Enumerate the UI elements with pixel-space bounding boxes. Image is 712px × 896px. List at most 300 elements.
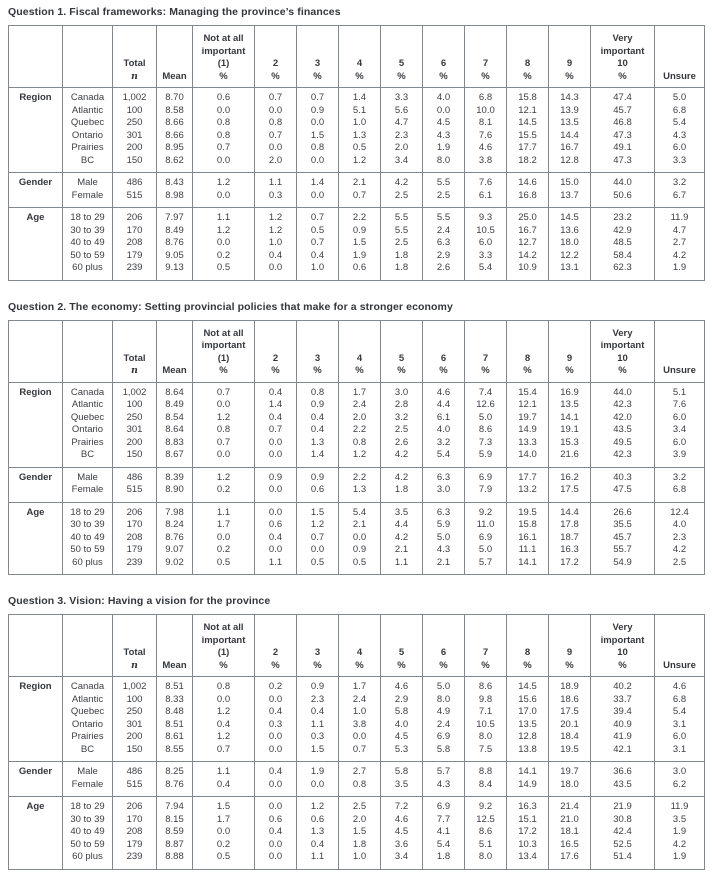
cell-pct-10: 45.7: [591, 532, 655, 545]
table-row: [9, 467, 705, 484]
cell-pct-7: 12.6: [465, 399, 507, 412]
cell-pct-2: 0.0: [255, 797, 297, 814]
cell-pct-10: 62.3: [591, 262, 655, 280]
cell-pct-4: 1.8: [339, 839, 381, 852]
col-header-total-n: Total n: [113, 26, 157, 88]
cell-pct-10: 50.6: [591, 190, 655, 208]
cell-pct-6: 4.0: [423, 88, 465, 105]
table-row: [9, 557, 705, 575]
cell-pct-10: 52.5: [591, 839, 655, 852]
group-label: Age: [9, 797, 63, 870]
cell-pct-9: 17.8: [549, 519, 591, 532]
cell-pct-6: 5.4: [423, 449, 465, 467]
cell-pct-9: 17.5: [549, 484, 591, 502]
cell-pct-3: 0.7: [297, 532, 339, 545]
cell-pct-5: 2.5: [381, 237, 423, 250]
table-row: [9, 208, 705, 225]
cell-pct-7: 9.2: [465, 502, 507, 519]
cell-pct-5: 5.6: [381, 105, 423, 118]
col-header-very-important: Very important 10 %: [591, 615, 655, 677]
table-row: [9, 706, 705, 719]
cell-pct-7: 4.6: [465, 142, 507, 155]
row-label: BC: [63, 449, 113, 467]
cell-pct-5: 3.4: [381, 155, 423, 173]
cell-pct-10: 43.5: [591, 779, 655, 797]
cell-total-n: 170: [113, 814, 157, 827]
cell-pct-10: 47.4: [591, 88, 655, 105]
cell-pct-2: 0.0: [255, 449, 297, 467]
cell-pct-4: 2.2: [339, 424, 381, 437]
cell-pct-9: 15.3: [549, 437, 591, 450]
cell-pct-7: 5.0: [465, 412, 507, 425]
cell-pct-1: 0.0: [193, 826, 255, 839]
cell-total-n: 100: [113, 399, 157, 412]
cell-pct-3: 1.4: [297, 449, 339, 467]
cell-pct-9: 13.1: [549, 262, 591, 280]
cell-mean: 8.43: [157, 173, 193, 190]
cell-pct-8: 12.8: [507, 731, 549, 744]
cell-mean: 8.64: [157, 382, 193, 399]
cell-pct-4: 1.0: [339, 706, 381, 719]
cell-pct-7: 10.0: [465, 105, 507, 118]
col-header-point-3: 3 %: [297, 320, 339, 382]
group-label: Gender: [9, 173, 63, 208]
cell-pct-4: 0.8: [339, 779, 381, 797]
cell-pct-8: 14.9: [507, 424, 549, 437]
col-header-row-label: [63, 26, 113, 88]
cell-pct-9: 13.7: [549, 190, 591, 208]
cell-pct-10: 55.7: [591, 544, 655, 557]
cell-pct-5: 1.8: [381, 262, 423, 280]
cell-pct-4: 3.8: [339, 719, 381, 732]
cell-pct-8: 14.1: [507, 762, 549, 779]
col-header-group: [9, 320, 63, 382]
col-header-total-n: Total n: [113, 615, 157, 677]
cell-mean: 8.83: [157, 437, 193, 450]
row-label: Female: [63, 190, 113, 208]
cell-unsure: 3.1: [655, 719, 705, 732]
cell-pct-10: 48.5: [591, 237, 655, 250]
cell-pct-1: 0.5: [193, 851, 255, 869]
table-row: [9, 826, 705, 839]
cell-pct-8: 14.5: [507, 117, 549, 130]
cell-pct-3: 0.3: [297, 731, 339, 744]
cell-pct-5: 3.2: [381, 412, 423, 425]
cell-pct-5: 1.8: [381, 484, 423, 502]
cell-total-n: 515: [113, 190, 157, 208]
cell-pct-4: 2.4: [339, 399, 381, 412]
cell-mean: 8.90: [157, 484, 193, 502]
cell-pct-1: 0.0: [193, 105, 255, 118]
cell-unsure: 1.9: [655, 826, 705, 839]
group-label: Age: [9, 208, 63, 281]
cell-pct-3: 0.0: [297, 544, 339, 557]
cell-pct-2: 1.1: [255, 173, 297, 190]
cell-pct-2: 0.0: [255, 839, 297, 852]
cell-pct-6: 2.4: [423, 719, 465, 732]
col-header-point-5: 5 %: [381, 320, 423, 382]
cell-pct-2: 0.0: [255, 694, 297, 707]
row-label: Ontario: [63, 719, 113, 732]
row-label: Ontario: [63, 424, 113, 437]
row-label: 18 to 29: [63, 797, 113, 814]
cell-pct-8: 14.1: [507, 557, 549, 575]
cell-pct-6: 4.3: [423, 779, 465, 797]
cell-mean: 9.05: [157, 250, 193, 263]
table-row: [9, 731, 705, 744]
cell-pct-10: 58.4: [591, 250, 655, 263]
cell-mean: 8.64: [157, 424, 193, 437]
row-label: 30 to 39: [63, 519, 113, 532]
cell-pct-5: 5.5: [381, 208, 423, 225]
cell-pct-9: 18.0: [549, 779, 591, 797]
group-age: [9, 797, 705, 870]
cell-pct-6: 4.3: [423, 130, 465, 143]
table-row: [9, 532, 705, 545]
cell-pct-4: 2.2: [339, 208, 381, 225]
cell-pct-8: 14.2: [507, 250, 549, 263]
cell-pct-9: 21.4: [549, 797, 591, 814]
group-label: Gender: [9, 467, 63, 502]
cell-total-n: 200: [113, 731, 157, 744]
cell-unsure: 4.2: [655, 250, 705, 263]
cell-pct-8: 10.3: [507, 839, 549, 852]
row-label: Atlantic: [63, 399, 113, 412]
cell-pct-10: 36.6: [591, 762, 655, 779]
cell-unsure: 4.3: [655, 130, 705, 143]
cell-pct-6: 6.1: [423, 412, 465, 425]
cell-pct-5: 2.5: [381, 424, 423, 437]
row-label: Prairies: [63, 437, 113, 450]
cell-pct-1: 0.0: [193, 190, 255, 208]
group-gender: [9, 467, 705, 502]
cell-pct-4: 1.3: [339, 484, 381, 502]
cell-pct-10: 42.3: [591, 449, 655, 467]
table-row: [9, 677, 705, 694]
row-label: 18 to 29: [63, 502, 113, 519]
question-2-table: [8, 320, 704, 576]
table-row: [9, 105, 705, 118]
question-1-title: Question 1. Fiscal frameworks: Managing the province’s finances: [8, 6, 341, 18]
cell-pct-2: 0.4: [255, 532, 297, 545]
cell-pct-10: 47.3: [591, 130, 655, 143]
cell-pct-1: 0.6: [193, 88, 255, 105]
col-header-not-at-all-important: Not at all important (1) %: [193, 26, 255, 88]
cell-pct-1: 1.7: [193, 814, 255, 827]
cell-pct-2: 0.8: [255, 117, 297, 130]
row-label: Male: [63, 173, 113, 190]
row-label: Quebec: [63, 117, 113, 130]
cell-pct-2: 0.4: [255, 382, 297, 399]
cell-unsure: 3.4: [655, 424, 705, 437]
cell-pct-6: 4.0: [423, 424, 465, 437]
cell-total-n: 206: [113, 797, 157, 814]
cell-pct-3: 0.7: [297, 237, 339, 250]
cell-pct-7: 6.8: [465, 88, 507, 105]
cell-pct-3: 1.3: [297, 826, 339, 839]
cell-pct-8: 15.8: [507, 519, 549, 532]
cell-pct-5: 3.5: [381, 502, 423, 519]
cell-pct-2: 0.0: [255, 744, 297, 762]
cell-pct-5: 2.0: [381, 142, 423, 155]
cell-pct-7: 5.4: [465, 262, 507, 280]
cell-pct-4: 1.2: [339, 155, 381, 173]
cell-pct-6: 5.7: [423, 762, 465, 779]
cell-total-n: 515: [113, 484, 157, 502]
col-header-point-6: 6 %: [423, 615, 465, 677]
cell-pct-7: 8.4: [465, 779, 507, 797]
cell-pct-10: 23.2: [591, 208, 655, 225]
row-label: 18 to 29: [63, 208, 113, 225]
col-header-point-4: 4 %: [339, 615, 381, 677]
cell-unsure: 1.9: [655, 262, 705, 280]
cell-pct-10: 43.5: [591, 424, 655, 437]
cell-pct-5: 4.2: [381, 532, 423, 545]
cell-total-n: 150: [113, 744, 157, 762]
cell-mean: 8.49: [157, 399, 193, 412]
cell-pct-5: 1.8: [381, 250, 423, 263]
col-header-unsure: Unsure: [655, 26, 705, 88]
cell-pct-10: 44.0: [591, 173, 655, 190]
cell-pct-9: 16.3: [549, 544, 591, 557]
cell-pct-3: 0.4: [297, 424, 339, 437]
cell-pct-2: 0.7: [255, 88, 297, 105]
table-row: [9, 797, 705, 814]
cell-pct-8: 10.9: [507, 262, 549, 280]
cell-pct-10: 35.5: [591, 519, 655, 532]
cell-pct-6: 1.9: [423, 142, 465, 155]
cell-pct-2: 0.4: [255, 826, 297, 839]
cell-total-n: 208: [113, 237, 157, 250]
cell-pct-4: 0.0: [339, 731, 381, 744]
cell-unsure: 4.2: [655, 544, 705, 557]
table-row: [9, 173, 705, 190]
cell-pct-7: 10.5: [465, 719, 507, 732]
cell-pct-7: 7.6: [465, 173, 507, 190]
cell-mean: 7.94: [157, 797, 193, 814]
table-row: [9, 437, 705, 450]
cell-total-n: 301: [113, 424, 157, 437]
cell-pct-6: 5.0: [423, 677, 465, 694]
col-header-total-n: Total n: [113, 320, 157, 382]
row-label: Male: [63, 467, 113, 484]
cell-mean: 8.55: [157, 744, 193, 762]
cell-pct-5: 4.5: [381, 731, 423, 744]
cell-mean: 8.61: [157, 731, 193, 744]
cell-pct-9: 12.2: [549, 250, 591, 263]
col-header-very-important: Very important 10 %: [591, 26, 655, 88]
cell-total-n: 239: [113, 262, 157, 280]
cell-total-n: 250: [113, 117, 157, 130]
cell-pct-1: 1.2: [193, 225, 255, 238]
cell-pct-4: 2.0: [339, 814, 381, 827]
col-header-row-label: [63, 320, 113, 382]
cell-unsure: 6.2: [655, 779, 705, 797]
cell-pct-10: 42.3: [591, 399, 655, 412]
cell-pct-6: 2.5: [423, 190, 465, 208]
cell-total-n: 208: [113, 826, 157, 839]
cell-unsure: 3.3: [655, 155, 705, 173]
cell-pct-10: 49.5: [591, 437, 655, 450]
cell-pct-9: 13.9: [549, 105, 591, 118]
cell-pct-5: 3.0: [381, 382, 423, 399]
cell-pct-6: 6.9: [423, 797, 465, 814]
cell-unsure: 1.9: [655, 851, 705, 869]
cell-pct-4: 0.6: [339, 262, 381, 280]
cell-mean: 8.98: [157, 190, 193, 208]
table-row: [9, 142, 705, 155]
cell-pct-8: 17.7: [507, 142, 549, 155]
cell-pct-8: 16.8: [507, 190, 549, 208]
cell-total-n: 1,002: [113, 677, 157, 694]
cell-pct-9: 19.5: [549, 744, 591, 762]
cell-pct-6: 3.2: [423, 437, 465, 450]
cell-pct-10: 40.2: [591, 677, 655, 694]
cell-pct-8: 12.1: [507, 399, 549, 412]
cell-pct-6: 5.5: [423, 173, 465, 190]
cell-pct-4: 0.0: [339, 532, 381, 545]
cell-pct-5: 5.8: [381, 706, 423, 719]
cell-pct-1: 0.0: [193, 532, 255, 545]
table-row: [9, 88, 705, 105]
table-row: [9, 262, 705, 280]
cell-pct-1: 0.2: [193, 484, 255, 502]
table-row: [9, 762, 705, 779]
cell-pct-6: 2.6: [423, 262, 465, 280]
cell-pct-4: 5.4: [339, 502, 381, 519]
cell-total-n: 208: [113, 532, 157, 545]
cell-pct-4: 1.9: [339, 250, 381, 263]
cell-pct-4: 1.0: [339, 851, 381, 869]
cell-pct-6: 2.4: [423, 225, 465, 238]
row-label: 30 to 39: [63, 225, 113, 238]
col-header-point-2: 2 %: [255, 615, 297, 677]
cell-pct-1: 0.2: [193, 250, 255, 263]
cell-pct-6: 8.0: [423, 694, 465, 707]
cell-pct-7: 7.4: [465, 382, 507, 399]
cell-pct-9: 12.8: [549, 155, 591, 173]
cell-pct-3: 1.2: [297, 797, 339, 814]
cell-pct-8: 25.0: [507, 208, 549, 225]
cell-pct-8: 15.8: [507, 88, 549, 105]
cell-pct-4: 0.9: [339, 544, 381, 557]
row-label: 60 plus: [63, 262, 113, 280]
question-section-3: [8, 595, 704, 870]
cell-pct-2: 0.9: [255, 467, 297, 484]
cell-pct-6: 4.4: [423, 399, 465, 412]
cell-unsure: 5.0: [655, 88, 705, 105]
cell-pct-2: 0.0: [255, 437, 297, 450]
cell-pct-3: 0.5: [297, 557, 339, 575]
cell-pct-9: 16.9: [549, 382, 591, 399]
cell-pct-2: 0.0: [255, 502, 297, 519]
cell-pct-3: 0.0: [297, 117, 339, 130]
col-header-point-5: 5 %: [381, 26, 423, 88]
cell-pct-5: 7.2: [381, 797, 423, 814]
cell-pct-9: 14.3: [549, 88, 591, 105]
cell-mean: 9.13: [157, 262, 193, 280]
row-label: 50 to 59: [63, 544, 113, 557]
cell-total-n: 150: [113, 449, 157, 467]
col-header-point-3: 3 %: [297, 26, 339, 88]
group-label: Region: [9, 382, 63, 467]
cell-pct-1: 0.8: [193, 117, 255, 130]
cell-pct-1: 0.0: [193, 237, 255, 250]
cell-pct-10: 51.4: [591, 851, 655, 869]
cell-pct-8: 14.0: [507, 449, 549, 467]
cell-pct-7: 8.8: [465, 762, 507, 779]
cell-pct-3: 0.4: [297, 706, 339, 719]
cell-pct-6: 4.1: [423, 826, 465, 839]
cell-mean: 9.02: [157, 557, 193, 575]
cell-total-n: 239: [113, 851, 157, 869]
cell-mean: 7.97: [157, 208, 193, 225]
cell-mean: 8.67: [157, 449, 193, 467]
cell-pct-4: 2.2: [339, 467, 381, 484]
cell-pct-5: 4.2: [381, 449, 423, 467]
cell-total-n: 170: [113, 519, 157, 532]
col-header-very-important: Very important 10 %: [591, 320, 655, 382]
table-row: [9, 814, 705, 827]
cell-pct-6: 2.1: [423, 557, 465, 575]
row-label: Quebec: [63, 412, 113, 425]
table-row: [9, 544, 705, 557]
cell-pct-7: 3.3: [465, 250, 507, 263]
cell-mean: 8.66: [157, 117, 193, 130]
question-2-title: Question 2. The economy: Setting provincial policies that make for a stronger economy: [8, 300, 453, 313]
cell-pct-10: 21.9: [591, 797, 655, 814]
cell-unsure: 5.1: [655, 382, 705, 399]
cell-pct-5: 2.8: [381, 399, 423, 412]
cell-pct-2: 0.0: [255, 779, 297, 797]
cell-pct-6: 8.0: [423, 155, 465, 173]
cell-pct-9: 16.5: [549, 839, 591, 852]
cell-total-n: 200: [113, 142, 157, 155]
cell-unsure: 12.4: [655, 502, 705, 519]
cell-pct-4: 0.7: [339, 190, 381, 208]
cell-mean: 8.76: [157, 237, 193, 250]
cell-pct-5: 5.3: [381, 744, 423, 762]
cell-pct-8: 13.3: [507, 437, 549, 450]
cell-pct-9: 19.1: [549, 424, 591, 437]
cell-pct-5: 4.7: [381, 117, 423, 130]
row-label: Atlantic: [63, 694, 113, 707]
cell-pct-2: 1.4: [255, 399, 297, 412]
cell-pct-3: 0.6: [297, 484, 339, 502]
cell-pct-2: 0.0: [255, 105, 297, 118]
cell-pct-1: 0.8: [193, 677, 255, 694]
question-3-title: Question 3. Vision: Having a vision for the province: [8, 595, 271, 607]
cell-pct-8: 16.7: [507, 225, 549, 238]
cell-pct-10: 33.7: [591, 694, 655, 707]
cell-mean: 8.15: [157, 814, 193, 827]
cell-pct-1: 1.7: [193, 519, 255, 532]
cell-pct-4: 0.9: [339, 225, 381, 238]
table-row: [9, 382, 705, 399]
cell-unsure: 5.4: [655, 117, 705, 130]
cell-pct-2: 1.1: [255, 557, 297, 575]
cell-pct-10: 44.0: [591, 382, 655, 399]
cell-pct-8: 13.8: [507, 744, 549, 762]
cell-pct-9: 21.0: [549, 814, 591, 827]
cell-pct-9: 21.6: [549, 449, 591, 467]
row-label: Female: [63, 484, 113, 502]
col-header-point-3: 3 %: [297, 615, 339, 677]
cell-pct-1: 1.1: [193, 208, 255, 225]
cell-pct-1: 1.1: [193, 502, 255, 519]
cell-pct-7: 5.7: [465, 557, 507, 575]
cell-pct-6: 3.0: [423, 484, 465, 502]
